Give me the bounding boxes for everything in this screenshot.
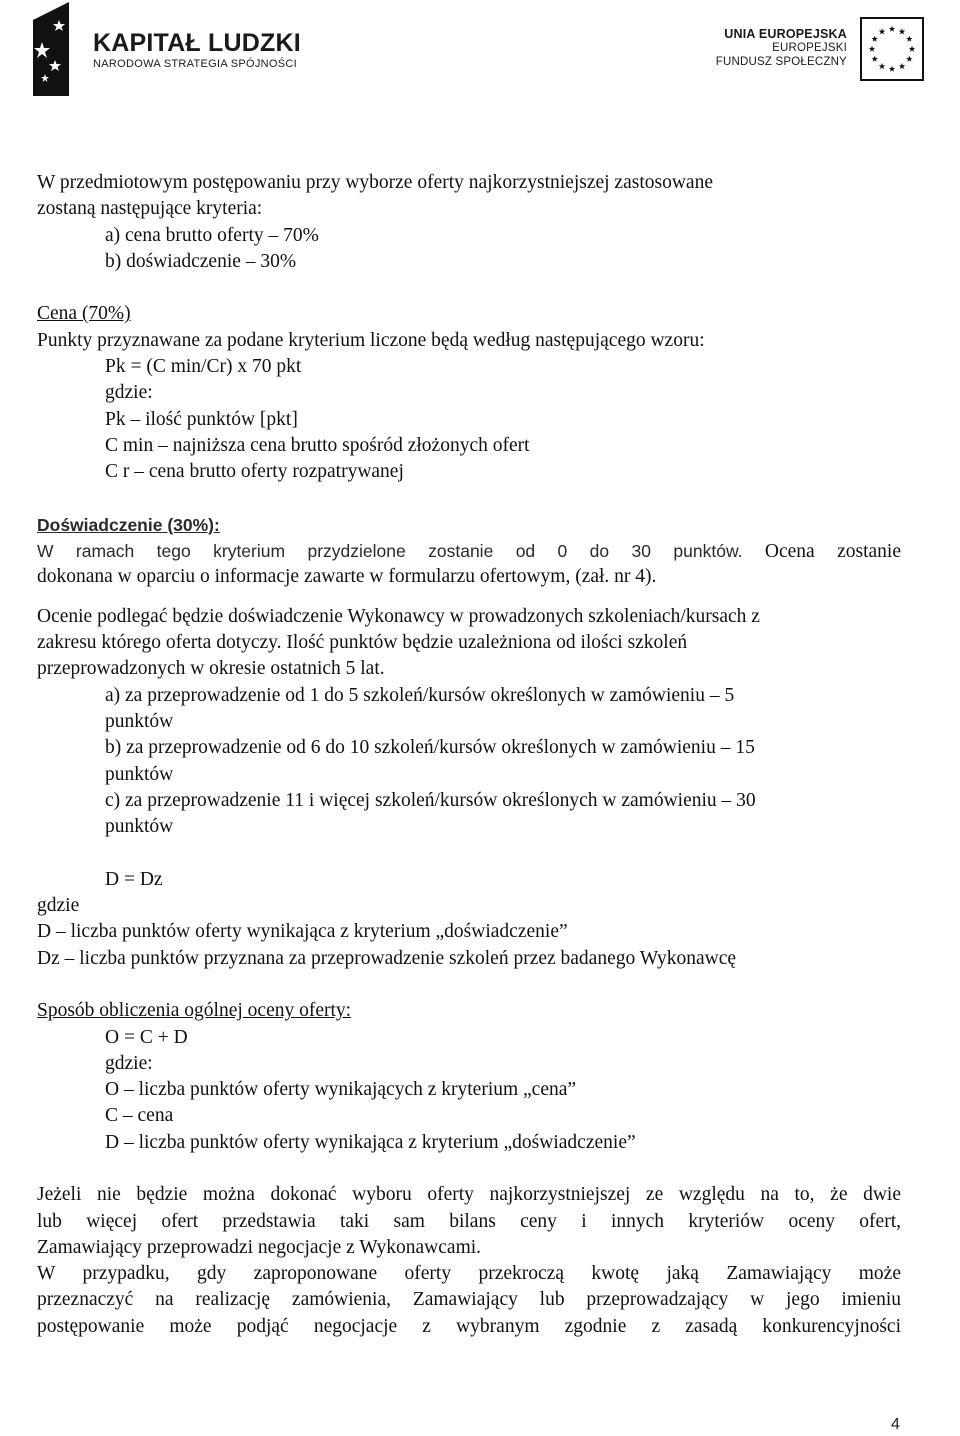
closing-paragraph-line: Jeżeli nie będzie można dokonać wyboru oferty najkorzystniejszej ze względu na to, że dwie [37, 1184, 901, 1206]
price-where: gdzie: [105, 382, 153, 404]
eu-logo-text [716, 27, 847, 69]
experience-item-c: c) za przeprowadzenie 11 i więcej szkoleń/kursów określonych w zamówieniu – 30 [105, 789, 756, 811]
overall-definition: O – liczba punktów oferty wynikających z kryterium „cena” [105, 1079, 577, 1101]
experience-item-a: punktów [105, 710, 174, 732]
eu-flag-icon [860, 17, 924, 81]
price-formula: Pk = (C min/Cr) x 70 pkt [105, 356, 302, 378]
page-header [0, 0, 960, 100]
overall-heading: Sposób obliczenia ogólnej oceny oferty: [37, 1000, 352, 1022]
experience-heading: Doświadczenie (30%): [37, 514, 220, 535]
experience-paragraph: Ocenie podlegać będzie doświadczenie Wykonawcy w prowadzonych szkoleniach/kursach z [37, 605, 760, 627]
experience-item-b: punktów [105, 763, 174, 785]
experience-text [37, 538, 901, 564]
kapital-ludzki-emblem-icon [33, 2, 69, 96]
experience-paragraph [37, 630, 901, 656]
experience-item-a: a) za przeprowadzenie od 1 do 5 szkoleń/kursów określonych w zamówieniu – 5 [105, 684, 735, 706]
experience-where: gdzie [37, 895, 80, 917]
experience-text-part: W ramach tego kryterium przydzielone zostanie od 0 do 30 punktów. [37, 541, 743, 562]
price-text: Punkty przyznawane za podane kryterium liczone będą według następującego wzoru: [37, 329, 705, 351]
intro-line: W przedmiotowym postępowaniu przy wyborze oferty najkorzystniejszej zastosowane [37, 172, 713, 193]
closing-paragraph-line: W przypadku, gdy zaproponowane oferty przekroczą kwotę jaką Zamawiający może [37, 1263, 901, 1285]
criterion-a: a) cena brutto oferty – 70% [105, 224, 319, 246]
eu-logo-line1: UNIA EUROPEJSKA [724, 27, 847, 41]
price-definition: Pk – ilość punktów [pkt] [105, 408, 298, 430]
price-definition: C min – najniższa cena brutto spośród złożonych ofert [105, 434, 530, 456]
overall-definition: C – cena [105, 1105, 174, 1127]
eu-logo-line3: FUNDUSZ SPOŁECZNY [715, 56, 847, 68]
closing-paragraph-line: lub więcej ofert przedstawia taki sam bilans ceny i innych kryteriów oceny ofert, [37, 1210, 901, 1232]
kapital-ludzki-logo [93, 29, 301, 71]
experience-definition: D – liczba punktów oferty wynikająca z kryterium „doświadczenie” [37, 921, 568, 943]
logo-subtitle: NARODOWA STRATEGIA SPÓJNOŚCI [93, 58, 297, 70]
experience-item-c: punktów [105, 816, 174, 838]
page-number: 4 [891, 1416, 900, 1433]
experience-text: dokonana w oparciu o informacje zawarte w formularzu ofertowym, (zał. nr 4). [37, 566, 657, 588]
overall-where: gdzie: [105, 1052, 153, 1074]
overall-formula: O = C + D [105, 1026, 188, 1048]
experience-text-part: Ilość punktów będzie uzależniona od ilości szkoleń [281, 632, 688, 654]
price-definition: C r – cena brutto oferty rozpatrywanej [105, 461, 404, 483]
intro-line: zostaną następujące kryteria: [37, 198, 263, 220]
document-body [37, 170, 901, 1340]
closing-paragraph-line: przeznaczyć na realizację zamówienia, Zamawiający lub przeprowadzający w jego imieniu [37, 1289, 901, 1311]
experience-item-b: b) za przeprowadzenie od 6 do 10 szkoleń/kursów określonych w zamówieniu – 15 [105, 737, 755, 759]
experience-text-part: zakresu którego oferta dotyczy. [37, 632, 282, 654]
experience-definition: Dz – liczba punktów przyznana za przeprowadzenie szkoleń przez badanego Wykonawcę [37, 947, 737, 969]
closing-paragraph-line: Zamawiający przeprowadzi negocjacje z Wykonawcami. [37, 1236, 482, 1258]
price-heading: Cena (70%) [37, 303, 131, 325]
experience-text-part: Ocena zostanie [742, 541, 902, 563]
closing-paragraph-line: postępowanie może podjąć negocjacje z wybranym zgodnie z zasadą konkurencyjności [37, 1315, 901, 1337]
experience-formula: D = Dz [105, 868, 163, 890]
experience-paragraph: przeprowadzonych w okresie ostatnich 5 lat. [37, 658, 385, 680]
eu-logo-line2: EUROPEJSKI [772, 42, 847, 54]
logo-title: KAPITAŁ LUDZKI [93, 29, 301, 57]
overall-definition: D – liczba punktów oferty wynikająca z kryterium „doświadczenie” [105, 1131, 636, 1153]
criterion-b: b) doświadczenie – 30% [105, 250, 297, 272]
